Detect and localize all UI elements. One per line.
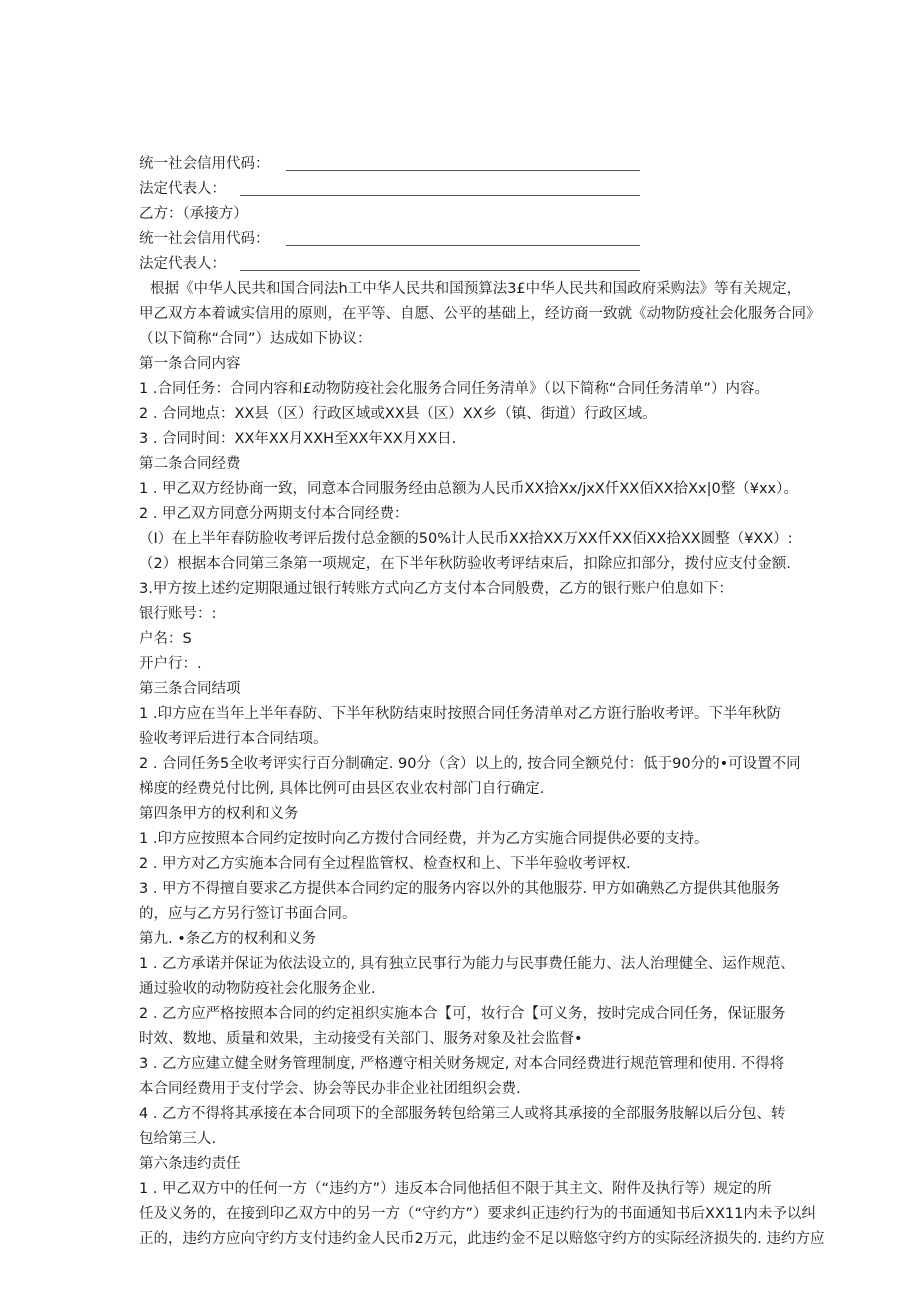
body-line: （以下简称“合同”）达成如下协议： [139, 331, 372, 347]
section-heading: 第六条违约责任 [139, 1156, 241, 1172]
section-heading: 第四条甲方的权利和义务 [139, 806, 299, 822]
legal-rep-blank-party-b[interactable] [240, 270, 640, 271]
body-line: 本合同经费用于支付学会、协会等民办非企业社团组织会费. [139, 1081, 521, 1097]
body-line: 梯度的经费兑付比例, 具体比例可由县区农业农村部门自行确定. [139, 781, 545, 797]
section-heading: 第九. •条乙方的权利和义务 [139, 931, 317, 947]
body-line: 包给第三人. [139, 1131, 217, 1147]
body-line: 任及义务的，在接到印乙双方中的另一方（“守约方”）要求纠正违约行为的书面通知书后XX11内未予以纠 [139, 1206, 816, 1222]
legal-rep-label-party-a: 法定代表人： [139, 181, 226, 197]
body-line: 验收考评后进行本合同结项。 [139, 731, 328, 747]
bank-account-line: 银行账号：: [139, 606, 217, 622]
body-line: 正的，违约方应向守约方支付违约金人民币2万元，此违约金不足以赔悠守约方的实际经济损失的. 违约方应 [139, 1231, 825, 1247]
body-line: 2 . 甲方对乙方实施本合同有全过程监管权、检查权和上、下半年验收考评权. [139, 856, 631, 872]
body-line: 2 . 合同任务5全收考评实行百分制确定. 90分（含）以上的, 按合同全额兑付：低于90分的•可设置不同 [139, 756, 801, 772]
section-heading: 第三条合同结项 [139, 681, 241, 697]
body-line: 2 . 乙方应严格按照本合同的约定祖织实施本合【可，妆行合【可义务，按时完成合同任务，保证服务 [139, 1006, 786, 1022]
body-line: 1 . 甲乙双方经协商一致，同意本合同服务经由总额为人民币XX拾Xx/jxX仟XX佰XX拾Xx|0整（¥xx）。 [139, 481, 798, 497]
body-line: 甲乙双方本着诚实信用的原则，在平等、自愿、公平的基础上，经访商一致就《动物防疫社会化服务合同》 [139, 306, 821, 322]
body-line: 通过验收的动物防疫社会化服务企业. [139, 981, 376, 997]
body-line: 的，应与乙方另行签订书面合同。 [139, 906, 357, 922]
body-line: 1 . 甲乙双方中的任何一方（“违约方”）违反本合同他括但不限于其主文、附件及执行等）规定的所 [139, 1181, 772, 1197]
body-line: 3 . 合同时间：XX年XX月XXH至XX年XX月XX日. [139, 431, 457, 447]
bank-branch-line: 开户行：. [139, 656, 202, 672]
body-line: 2 . 甲乙双方同意分两期支付本合同经费： [139, 506, 409, 522]
credit-code-label-party-a: 统一社会信用代码： [139, 156, 270, 172]
body-line: 2 . 合同地点：XX县（区）行政区域或XX县（区）XX乡（镇、街道）行政区域。 [139, 406, 657, 422]
section-heading: 第一条合同内容 [139, 356, 241, 372]
body-line: 4 . 乙方不得将其承接在本合同项下的全部服务转包给第三人或将其承接的全部服务肢解以后分包、转 [139, 1106, 786, 1122]
account-name-line: 户名：S [139, 631, 192, 647]
body-line: （2）根据本合同第三条第一项规定，在下半年秋防验收考评结束后，扣除应扣部分，拨付应支付金额. [139, 556, 791, 572]
body-line: 3.甲方按上述约定期限通过银行转账方式向乙方支付本合同般费，乙方的银行账户伯息如下： [139, 581, 733, 597]
body-line: 根据《中华人民共和国合同法h工中华人民共和国预算法3£中华人民共和国政府采购法》等有关规定， [150, 281, 802, 297]
legal-rep-blank-party-a[interactable] [240, 195, 640, 196]
body-line: 3 . 甲方不得擅自要求乙方提供本合同约定的服务内容以外的其他服芬. 甲方如确熟乙方提供其他服务 [139, 881, 781, 897]
credit-code-label-party-b: 统一社会信用代码： [139, 231, 270, 247]
body-line: 1 .合同任务：合同内容和£动物防疫社会化服务合同任务清单》（以下简称“合同任务清单”）内容。 [139, 381, 769, 397]
body-line: 1 .印方应按照本合同约定按时向乙方拨付合同经费，并为乙方实施合同提供必要的支持。 [139, 831, 709, 847]
credit-code-blank-party-b[interactable] [286, 245, 640, 246]
body-line: （I）在上半年春防脸收考评后拨付总金额的50%计人民币XX拾XX万XX仟XX佰XX拾XX圆整（¥XX）: [139, 531, 793, 547]
legal-rep-label-party-b: 法定代表人： [139, 256, 226, 272]
body-line: 1 .印方应在当年上半年春防、下半年秋防结束时按照合同任务清单对乙方诳行胎收考评。下半年秋防 [139, 706, 781, 722]
section-heading: 第二条合同经费 [139, 456, 241, 472]
body-line: 3 . 乙方应建立健全财务管理制度, 严格遵守相关财务规定, 对本合同经费进行规范管理和使用. 不得将 [139, 1056, 785, 1072]
credit-code-blank-party-a[interactable] [286, 170, 640, 171]
party-b-label: 乙方：（承接方） [139, 206, 248, 222]
body-line: 1 . 乙方承诺并保证为依法设立的, 具有独立民事行为能力与民事费任能力、法人治理健全、运作规范、 [139, 956, 795, 972]
body-line: 时效、数地、质量和效果，主动接受有关部门、服务对象及社会监督• [139, 1031, 583, 1047]
